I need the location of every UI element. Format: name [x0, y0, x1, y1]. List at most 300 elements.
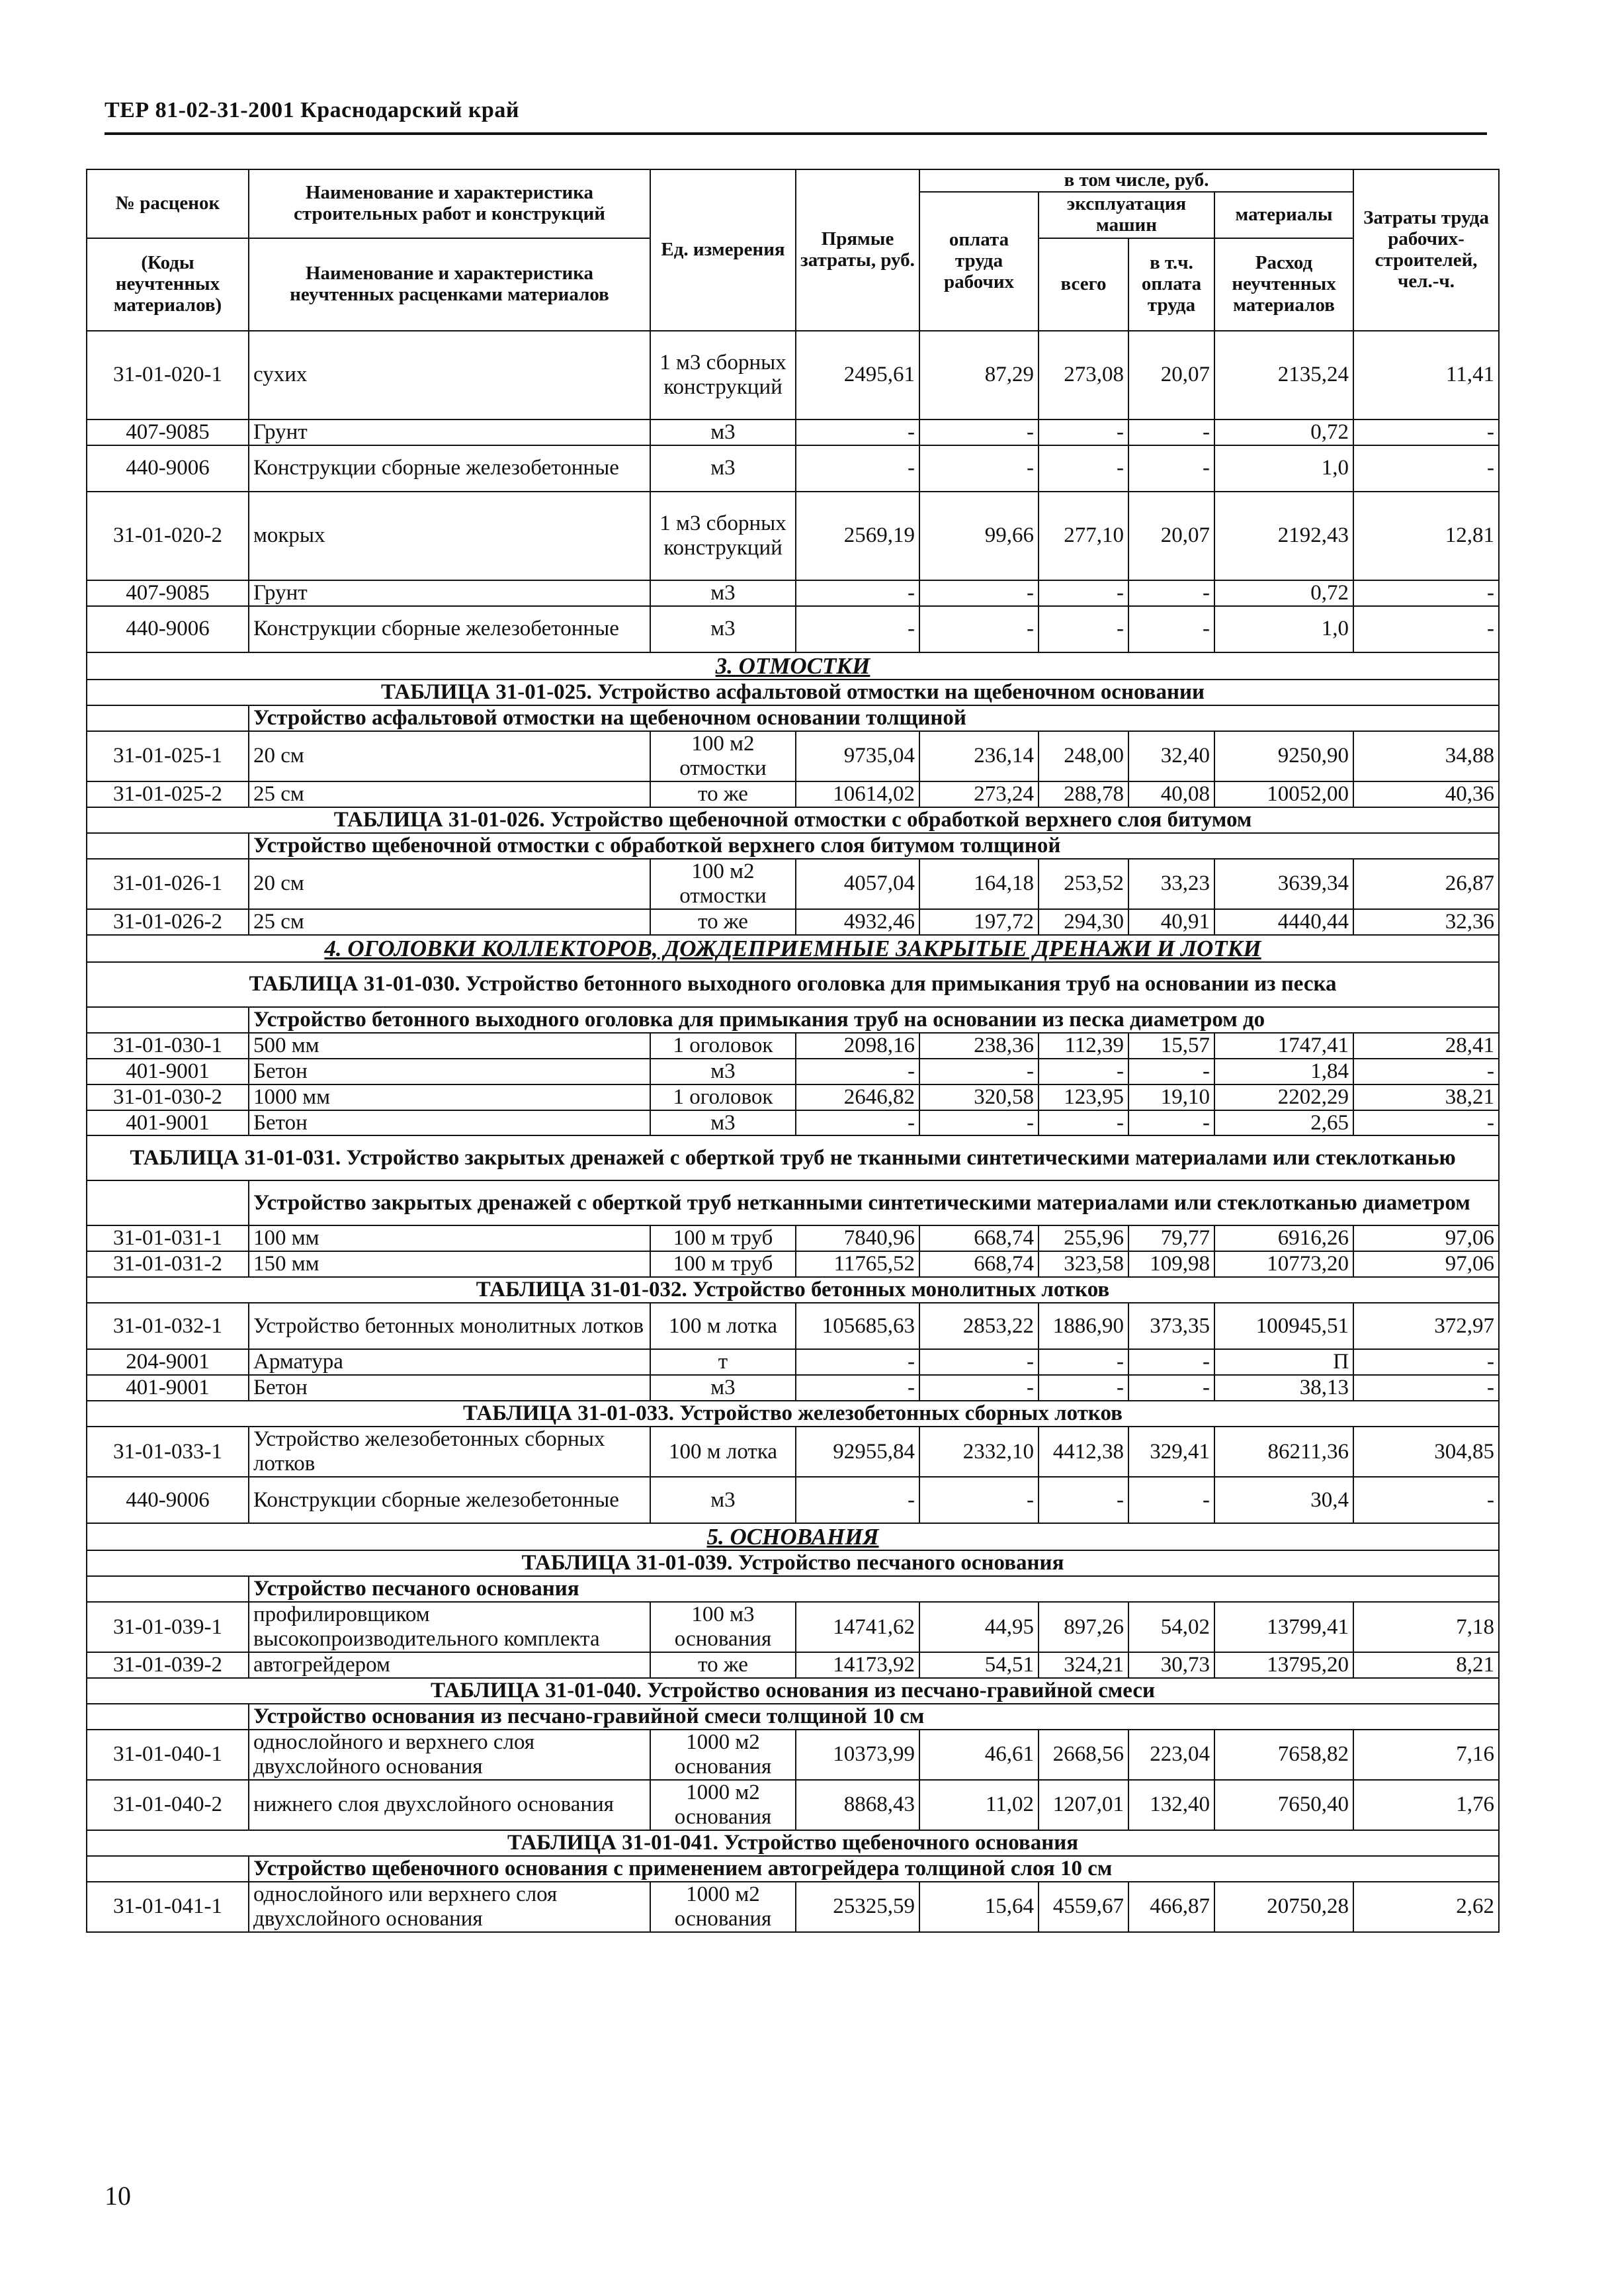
- cell-code: [87, 1704, 249, 1730]
- cell-wage: 44,95: [919, 1602, 1039, 1652]
- cell-machines-wage: 132,40: [1128, 1780, 1214, 1830]
- subheading-row: [87, 1576, 1499, 1602]
- cell-labor: 7,18: [1353, 1602, 1499, 1652]
- cell-labor: 34,88: [1353, 731, 1499, 781]
- cell-direct: 92955,84: [796, 1427, 919, 1477]
- cell-labor: -: [1353, 606, 1499, 652]
- cell-code: [87, 833, 249, 859]
- cell-wage: 273,24: [919, 781, 1039, 807]
- cell-direct: 105685,63: [796, 1303, 919, 1349]
- table-title: ТАБЛИЦА 31-01-032. Устройство бетонных монолитных лотков: [87, 1277, 1499, 1303]
- cell-code: 31-01-030-1: [87, 1033, 249, 1059]
- cell-machines-wage: 15,57: [1128, 1033, 1214, 1059]
- cell-name: 25 см: [249, 781, 650, 807]
- cell-machines-wage: 79,77: [1128, 1225, 1214, 1251]
- cell-code: 31-01-039-1: [87, 1602, 249, 1652]
- cell-materials: 9250,90: [1214, 731, 1353, 781]
- cell-labor: -: [1353, 1375, 1499, 1401]
- cell-machines-total: 4412,38: [1039, 1427, 1128, 1477]
- cell-machines-wage: -: [1128, 580, 1214, 606]
- cell-code: 31-01-040-1: [87, 1730, 249, 1780]
- cell-direct: 2495,61: [796, 331, 919, 419]
- table-title-row: [87, 1277, 1499, 1303]
- subheading: Устройство асфальтовой отмостки на щебеночном основании толщиной: [249, 705, 1499, 731]
- cell-code: [87, 1007, 249, 1033]
- cell-direct: 10373,99: [796, 1730, 919, 1780]
- cell-materials: 13799,41: [1214, 1602, 1353, 1652]
- cell-unit: м3: [650, 606, 796, 652]
- cell-materials: 4440,44: [1214, 909, 1353, 935]
- cell-direct: -: [796, 606, 919, 652]
- table-row: [87, 1780, 1499, 1830]
- cell-machines-total: 4559,67: [1039, 1882, 1128, 1932]
- cell-labor: -: [1353, 580, 1499, 606]
- cell-code: 401-9001: [87, 1375, 249, 1401]
- section-heading-row: [87, 652, 1499, 680]
- cell-labor: -: [1353, 1110, 1499, 1136]
- cell-wage: -: [919, 580, 1039, 606]
- cell-machines-wage: 54,02: [1128, 1602, 1214, 1652]
- cell-code: 31-01-026-1: [87, 859, 249, 909]
- cell-wage: -: [919, 1375, 1039, 1401]
- cell-materials: 2192,43: [1214, 492, 1353, 580]
- cell-machines-total: -: [1039, 1059, 1128, 1084]
- cell-machines-total: 248,00: [1039, 731, 1128, 781]
- col-incl-header: в том числе, руб.: [919, 169, 1353, 192]
- table-body: [87, 331, 1499, 1932]
- cell-materials: 7658,82: [1214, 1730, 1353, 1780]
- cell-wage: 2332,10: [919, 1427, 1039, 1477]
- cell-labor: 26,87: [1353, 859, 1499, 909]
- cell-labor: 1,76: [1353, 1780, 1499, 1830]
- cell-materials: 0,72: [1214, 419, 1353, 445]
- cell-direct: -: [796, 580, 919, 606]
- page-number: 10: [105, 2181, 131, 2211]
- cell-machines-wage: 40,08: [1128, 781, 1214, 807]
- cell-name: 500 мм: [249, 1033, 650, 1059]
- cell-machines-total: -: [1039, 1349, 1128, 1375]
- cell-name: Арматура: [249, 1349, 650, 1375]
- cell-name: сухих: [249, 331, 650, 419]
- cell-direct: -: [796, 445, 919, 492]
- table-title: ТАБЛИЦА 31-01-030. Устройство бетонного выходного оголовка для примыкания труб на основании из песка: [87, 962, 1499, 1007]
- cell-direct: -: [796, 1110, 919, 1136]
- cell-labor: 8,21: [1353, 1652, 1499, 1678]
- cell-code: 31-01-025-1: [87, 731, 249, 781]
- cell-unit: то же: [650, 781, 796, 807]
- cell-direct: -: [796, 1059, 919, 1084]
- rates-table: [86, 169, 1500, 1933]
- col-machines-total-header: всего: [1039, 238, 1128, 331]
- cell-materials: 3639,34: [1214, 859, 1353, 909]
- cell-machines-total: 2668,56: [1039, 1730, 1128, 1780]
- cell-code: 31-01-025-2: [87, 781, 249, 807]
- cell-materials: 2135,24: [1214, 331, 1353, 419]
- cell-labor: 11,41: [1353, 331, 1499, 419]
- table-title: ТАБЛИЦА 31-01-033. Устройство железобетонных сборных лотков: [87, 1401, 1499, 1427]
- cell-code: 31-01-031-1: [87, 1225, 249, 1251]
- cell-machines-wage: -: [1128, 419, 1214, 445]
- cell-labor: 7,16: [1353, 1730, 1499, 1780]
- cell-wage: 87,29: [919, 331, 1039, 419]
- cell-unit: 100 м2 отмостки: [650, 859, 796, 909]
- cell-unit: 100 м3 основания: [650, 1602, 796, 1652]
- col-code-subheader: (Коды неучтенных материалов): [87, 238, 249, 331]
- cell-wage: -: [919, 419, 1039, 445]
- cell-labor: -: [1353, 1059, 1499, 1084]
- subheading: Устройство щебеночного основания с применением автогрейдера толщиной слоя 10 см: [249, 1856, 1499, 1882]
- cell-labor: -: [1353, 419, 1499, 445]
- table-row: [87, 1225, 1499, 1251]
- table-row: [87, 731, 1499, 781]
- cell-machines-total: 273,08: [1039, 331, 1128, 419]
- cell-labor: 2,62: [1353, 1882, 1499, 1932]
- table-title-row: [87, 1135, 1499, 1180]
- cell-unit: 1000 м2 основания: [650, 1882, 796, 1932]
- cell-materials: 1,0: [1214, 606, 1353, 652]
- cell-code: 407-9085: [87, 419, 249, 445]
- cell-machines-total: -: [1039, 580, 1128, 606]
- table-row: [87, 1602, 1499, 1652]
- table-row: [87, 1882, 1499, 1932]
- cell-direct: 10614,02: [796, 781, 919, 807]
- section-heading-row: [87, 1523, 1499, 1550]
- cell-unit: м3: [650, 1375, 796, 1401]
- cell-materials: 20750,28: [1214, 1882, 1353, 1932]
- subheading: Устройство щебеночной отмостки с обработкой верхнего слоя битумом толщиной: [249, 833, 1499, 859]
- cell-unit: 1 оголовок: [650, 1084, 796, 1110]
- table-row: [87, 1251, 1499, 1277]
- cell-unit: 1 м3 сборных конструкций: [650, 492, 796, 580]
- table-title: ТАБЛИЦА 31-01-026. Устройство щебеночной отмостки с обработкой верхнего слоя битумом: [87, 807, 1499, 833]
- cell-code: 31-01-026-2: [87, 909, 249, 935]
- cell-unit: м3: [650, 1477, 796, 1523]
- cell-unit: 100 м лотка: [650, 1427, 796, 1477]
- cell-machines-wage: 33,23: [1128, 859, 1214, 909]
- table-row: [87, 1349, 1499, 1375]
- section-heading: 5. ОСНОВАНИЯ: [87, 1523, 1499, 1550]
- cell-machines-wage: 30,73: [1128, 1652, 1214, 1678]
- table-row: [87, 1084, 1499, 1110]
- cell-wage: 236,14: [919, 731, 1039, 781]
- cell-machines-total: 897,26: [1039, 1602, 1128, 1652]
- table-row: [87, 781, 1499, 807]
- cell-wage: -: [919, 1059, 1039, 1084]
- cell-unit: 100 м2 отмостки: [650, 731, 796, 781]
- table-row: [87, 445, 1499, 492]
- cell-machines-total: 277,10: [1039, 492, 1128, 580]
- cell-unit: 100 м лотка: [650, 1303, 796, 1349]
- subheading-row: [87, 705, 1499, 731]
- cell-materials: 2202,29: [1214, 1084, 1353, 1110]
- subheading-row: [87, 833, 1499, 859]
- table-row: [87, 492, 1499, 580]
- cell-wage: 320,58: [919, 1084, 1039, 1110]
- cell-labor: -: [1353, 1349, 1499, 1375]
- col-unit-header: Ед. измерения: [650, 169, 796, 331]
- table-title: ТАБЛИЦА 31-01-039. Устройство песчаного основания: [87, 1550, 1499, 1576]
- cell-materials: 1,84: [1214, 1059, 1353, 1084]
- table-row: [87, 1033, 1499, 1059]
- subheading-row: [87, 1180, 1499, 1225]
- cell-machines-wage: 20,07: [1128, 331, 1214, 419]
- cell-machines-wage: -: [1128, 1375, 1214, 1401]
- cell-machines-total: 324,21: [1039, 1652, 1128, 1678]
- cell-wage: 15,64: [919, 1882, 1039, 1932]
- cell-name: 25 см: [249, 909, 650, 935]
- subheading-row: [87, 1704, 1499, 1730]
- cell-name: Бетон: [249, 1375, 650, 1401]
- cell-machines-total: 112,39: [1039, 1033, 1128, 1059]
- cell-name: мокрых: [249, 492, 650, 580]
- cell-wage: 2853,22: [919, 1303, 1039, 1349]
- cell-code: 31-01-031-2: [87, 1251, 249, 1277]
- cell-code: 31-01-030-2: [87, 1084, 249, 1110]
- cell-unit: то же: [650, 1652, 796, 1678]
- cell-machines-total: -: [1039, 445, 1128, 492]
- table-row: [87, 909, 1499, 935]
- table-title: ТАБЛИЦА 31-01-031. Устройство закрытых дренажей с оберткой труб не тканными синтетическими материалами или стеклотканью: [87, 1135, 1499, 1180]
- cell-machines-wage: 32,40: [1128, 731, 1214, 781]
- cell-code: 31-01-039-2: [87, 1652, 249, 1678]
- cell-materials: 0,72: [1214, 580, 1353, 606]
- cell-unit: м3: [650, 445, 796, 492]
- cell-direct: 2098,16: [796, 1033, 919, 1059]
- cell-machines-wage: 20,07: [1128, 492, 1214, 580]
- cell-direct: 7840,96: [796, 1225, 919, 1251]
- col-code-header: № расценок: [87, 169, 249, 238]
- table-title: ТАБЛИЦА 31-01-025. Устройство асфальтовой отмостки на щебеночном основании: [87, 680, 1499, 705]
- cell-name: Бетон: [249, 1110, 650, 1136]
- section-heading: 3. ОТМОСТКИ: [87, 652, 1499, 680]
- cell-machines-total: -: [1039, 1477, 1128, 1523]
- table-row: [87, 1427, 1499, 1477]
- table-row: [87, 419, 1499, 445]
- cell-code: 407-9085: [87, 580, 249, 606]
- cell-direct: 25325,59: [796, 1882, 919, 1932]
- cell-code: 31-01-040-2: [87, 1780, 249, 1830]
- cell-direct: 8868,43: [796, 1780, 919, 1830]
- cell-labor: 304,85: [1353, 1427, 1499, 1477]
- section-heading-row: [87, 935, 1499, 962]
- cell-wage: 99,66: [919, 492, 1039, 580]
- cell-code: 440-9006: [87, 445, 249, 492]
- cell-materials: 2,65: [1214, 1110, 1353, 1136]
- cell-unit: м3: [650, 580, 796, 606]
- cell-materials: 10773,20: [1214, 1251, 1353, 1277]
- table-row: [87, 1375, 1499, 1401]
- cell-code: 31-01-020-2: [87, 492, 249, 580]
- page-header: ТЕР 81-02-31-2001 Краснодарский край: [105, 98, 519, 122]
- cell-machines-wage: 223,04: [1128, 1730, 1214, 1780]
- cell-machines-wage: 19,10: [1128, 1084, 1214, 1110]
- cell-direct: -: [796, 1375, 919, 1401]
- cell-labor: 40,36: [1353, 781, 1499, 807]
- table-title-row: [87, 962, 1499, 1007]
- cell-unit: м3: [650, 419, 796, 445]
- cell-unit: 100 м труб: [650, 1225, 796, 1251]
- table-row: [87, 1730, 1499, 1780]
- cell-materials: 13795,20: [1214, 1652, 1353, 1678]
- table-title-row: [87, 1401, 1499, 1427]
- cell-machines-total: -: [1039, 419, 1128, 445]
- cell-labor: 38,21: [1353, 1084, 1499, 1110]
- cell-direct: 11765,52: [796, 1251, 919, 1277]
- cell-materials: 10052,00: [1214, 781, 1353, 807]
- cell-labor: 97,06: [1353, 1251, 1499, 1277]
- cell-code: 31-01-041-1: [87, 1882, 249, 1932]
- cell-machines-total: 323,58: [1039, 1251, 1128, 1277]
- cell-machines-total: 288,78: [1039, 781, 1128, 807]
- cell-labor: 28,41: [1353, 1033, 1499, 1059]
- cell-wage: 11,02: [919, 1780, 1039, 1830]
- cell-wage: -: [919, 1110, 1039, 1136]
- cell-name: 100 мм: [249, 1225, 650, 1251]
- subheading-row: [87, 1007, 1499, 1033]
- cell-name: Грунт: [249, 580, 650, 606]
- cell-code: 31-01-032-1: [87, 1303, 249, 1349]
- cell-name: нижнего слоя двухслойного основания: [249, 1780, 650, 1830]
- cell-wage: 46,61: [919, 1730, 1039, 1780]
- col-labor-header: Затраты труда рабочих-строителей, чел.-ч.: [1353, 169, 1499, 331]
- table-row: [87, 1303, 1499, 1349]
- cell-machines-wage: -: [1128, 1349, 1214, 1375]
- cell-machines-total: -: [1039, 1375, 1128, 1401]
- cell-machines-wage: -: [1128, 1110, 1214, 1136]
- cell-code: 31-01-033-1: [87, 1427, 249, 1477]
- cell-name: 1000 мм: [249, 1084, 650, 1110]
- table-row: [87, 1110, 1499, 1136]
- cell-code: [87, 705, 249, 731]
- table-title-row: [87, 680, 1499, 705]
- cell-labor: -: [1353, 445, 1499, 492]
- table-row: [87, 580, 1499, 606]
- cell-code: [87, 1576, 249, 1602]
- cell-labor: 97,06: [1353, 1225, 1499, 1251]
- cell-code: 31-01-020-1: [87, 331, 249, 419]
- cell-direct: 4932,46: [796, 909, 919, 935]
- cell-name: автогрейдером: [249, 1652, 650, 1678]
- table-row: [87, 606, 1499, 652]
- cell-direct: 9735,04: [796, 731, 919, 781]
- cell-materials: 1,0: [1214, 445, 1353, 492]
- cell-materials: 1747,41: [1214, 1033, 1353, 1059]
- cell-name: однослойного и верхнего слоя двухслойного основания: [249, 1730, 650, 1780]
- table-title-row: [87, 1830, 1499, 1856]
- cell-machines-wage: -: [1128, 445, 1214, 492]
- cell-name: профилировщиком высокопроизводительного комплекта: [249, 1602, 650, 1652]
- cell-unit: 1 м3 сборных конструкций: [650, 331, 796, 419]
- cell-unit: 1 оголовок: [650, 1033, 796, 1059]
- table-title: ТАБЛИЦА 31-01-041. Устройство щебеночного основания: [87, 1830, 1499, 1856]
- cell-wage: 54,51: [919, 1652, 1039, 1678]
- cell-wage: 668,74: [919, 1225, 1039, 1251]
- cell-name: Конструкции сборные железобетонные: [249, 1477, 650, 1523]
- subheading: Устройство бетонного выходного оголовка для примыкания труб на основании из песка диаметром до: [249, 1007, 1499, 1033]
- cell-materials: 6916,26: [1214, 1225, 1353, 1251]
- cell-direct: -: [796, 419, 919, 445]
- table-title-row: [87, 807, 1499, 833]
- cell-name: 20 см: [249, 731, 650, 781]
- subheading-row: [87, 1856, 1499, 1882]
- cell-machines-wage: 329,41: [1128, 1427, 1214, 1477]
- col-materials-unaccounted-header: Расход неучтенных материалов: [1214, 238, 1353, 331]
- col-name-header: Наименование и характеристика строительных работ и конструкций: [249, 169, 650, 238]
- table-row: [87, 1477, 1499, 1523]
- cell-name: Устройство железобетонных сборных лотков: [249, 1427, 650, 1477]
- col-name-subheader: Наименование и характеристика неучтенных расценками материалов: [249, 238, 650, 331]
- cell-labor: -: [1353, 1477, 1499, 1523]
- col-machines-header: эксплуатация машин: [1039, 192, 1214, 238]
- cell-machines-wage: 373,35: [1128, 1303, 1214, 1349]
- cell-labor: 12,81: [1353, 492, 1499, 580]
- cell-machines-wage: 40,91: [1128, 909, 1214, 935]
- cell-direct: -: [796, 1477, 919, 1523]
- cell-name: Конструкции сборные железобетонные: [249, 445, 650, 492]
- cell-machines-total: 1207,01: [1039, 1780, 1128, 1830]
- cell-unit: то же: [650, 909, 796, 935]
- cell-wage: 197,72: [919, 909, 1039, 935]
- cell-code: 440-9006: [87, 1477, 249, 1523]
- cell-code: [87, 1180, 249, 1225]
- cell-machines-wage: -: [1128, 1477, 1214, 1523]
- cell-wage: -: [919, 1349, 1039, 1375]
- table-row: [87, 1652, 1499, 1678]
- cell-code: [87, 1856, 249, 1882]
- cell-materials: 30,4: [1214, 1477, 1353, 1523]
- subheading: Устройство основания из песчано-гравийной смеси толщиной 10 см: [249, 1704, 1499, 1730]
- cell-machines-wage: -: [1128, 606, 1214, 652]
- cell-materials: 38,13: [1214, 1375, 1353, 1401]
- cell-name: Устройство бетонных монолитных лотков: [249, 1303, 650, 1349]
- cell-name: Бетон: [249, 1059, 650, 1084]
- cell-machines-total: -: [1039, 606, 1128, 652]
- cell-code: 401-9001: [87, 1110, 249, 1136]
- subheading: Устройство песчаного основания: [249, 1576, 1499, 1602]
- cell-materials: П: [1214, 1349, 1353, 1375]
- cell-machines-total: 255,96: [1039, 1225, 1128, 1251]
- cell-direct: 14741,62: [796, 1602, 919, 1652]
- cell-name: 20 см: [249, 859, 650, 909]
- subheading: Устройство закрытых дренажей с оберткой труб нетканными синтетическими материалами или стеклотканью диаметром: [249, 1180, 1499, 1225]
- cell-machines-wage: -: [1128, 1059, 1214, 1084]
- cell-labor: 32,36: [1353, 909, 1499, 935]
- cell-direct: 14173,92: [796, 1652, 919, 1678]
- cell-machines-total: 123,95: [1039, 1084, 1128, 1110]
- table-header: [87, 169, 1499, 331]
- cell-unit: 100 м труб: [650, 1251, 796, 1277]
- cell-machines-total: 1886,90: [1039, 1303, 1128, 1349]
- cell-direct: 2569,19: [796, 492, 919, 580]
- table-title-row: [87, 1550, 1499, 1576]
- cell-wage: 164,18: [919, 859, 1039, 909]
- cell-unit: т: [650, 1349, 796, 1375]
- table-row: [87, 1059, 1499, 1084]
- cell-wage: -: [919, 1477, 1039, 1523]
- cell-code: 440-9006: [87, 606, 249, 652]
- section-heading: 4. ОГОЛОВКИ КОЛЛЕКТОРОВ, ДОЖДЕПРИЕМНЫЕ ЗАКРЫТЫЕ ДРЕНАЖИ И ЛОТКИ: [87, 935, 1499, 962]
- table-row: [87, 331, 1499, 419]
- cell-materials: 100945,51: [1214, 1303, 1353, 1349]
- cell-machines-total: -: [1039, 1110, 1128, 1136]
- cell-code: 204-9001: [87, 1349, 249, 1375]
- cell-direct: -: [796, 1349, 919, 1375]
- cell-unit: 1000 м2 основания: [650, 1780, 796, 1830]
- cell-wage: 238,36: [919, 1033, 1039, 1059]
- cell-unit: 1000 м2 основания: [650, 1730, 796, 1780]
- table-row: [87, 859, 1499, 909]
- col-materials-header: материалы: [1214, 192, 1353, 238]
